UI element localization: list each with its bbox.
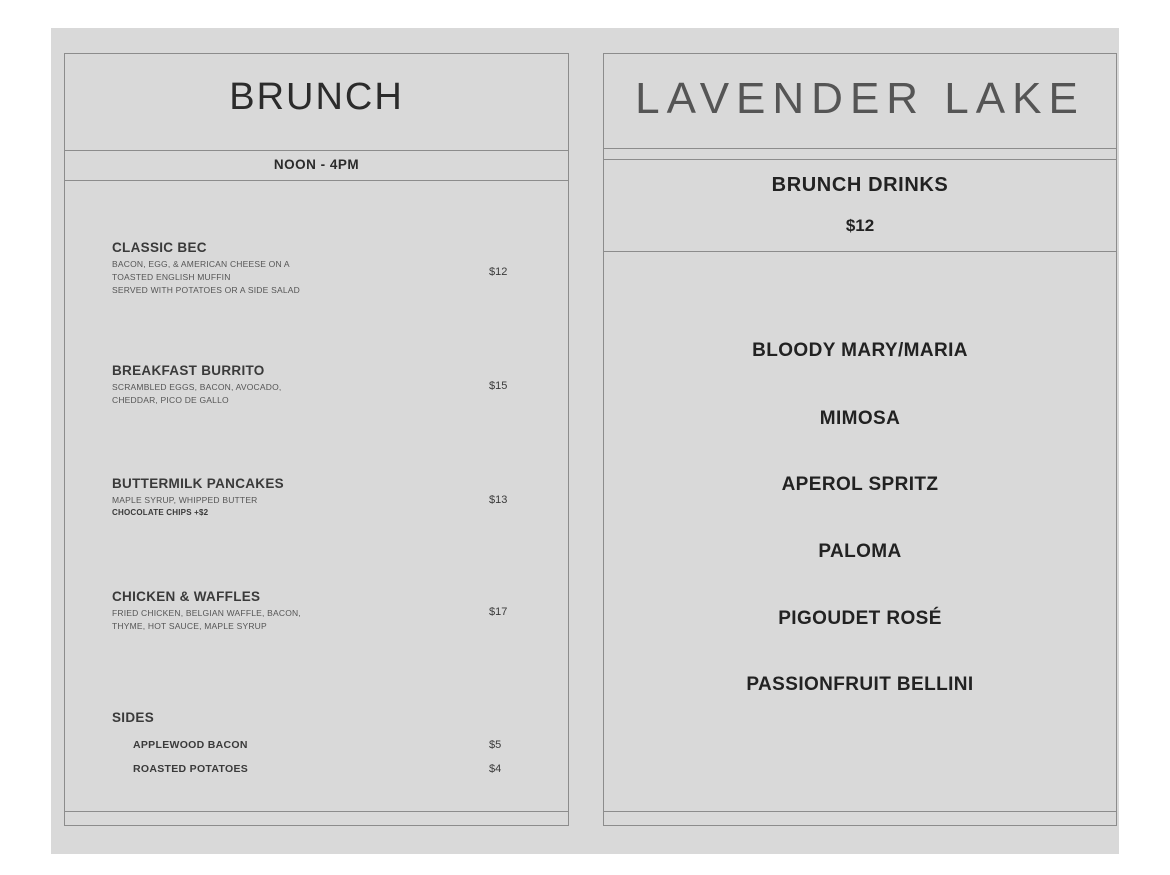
side-item-name: APPLEWOOD BACON xyxy=(133,739,248,751)
divider xyxy=(65,150,568,151)
brunch-menu-panel xyxy=(64,53,569,826)
item-price: $13 xyxy=(489,494,508,506)
item-price: $12 xyxy=(489,266,508,278)
drink-item: BLOODY MARY/MARIA xyxy=(752,340,968,361)
item-name: CLASSIC BEC xyxy=(112,240,207,255)
divider xyxy=(604,811,1116,812)
brunch-hours: NOON - 4PM xyxy=(273,157,360,172)
drinks-menu-panel xyxy=(603,53,1117,826)
drinks-section-title: BRUNCH DRINKS xyxy=(771,174,949,196)
item-description: MAPLE SYRUP, WHIPPED BUTTER xyxy=(112,495,258,505)
menu-sheet xyxy=(51,28,1119,854)
menu-item-breakfast-burrito xyxy=(112,363,532,407)
menu-item-chicken-waffles xyxy=(112,589,532,633)
drink-item: PIGOUDET ROSÉ xyxy=(778,608,942,629)
side-item-price: $5 xyxy=(489,739,502,751)
item-name: BREAKFAST BURRITO xyxy=(112,363,265,378)
divider xyxy=(604,159,1116,160)
item-price: $17 xyxy=(489,606,508,618)
divider xyxy=(604,251,1116,252)
drink-item: PALOMA xyxy=(818,541,902,562)
side-item-price: $4 xyxy=(489,763,502,775)
side-item-name: ROASTED POTATOES xyxy=(133,763,249,775)
item-addon: CHOCOLATE CHIPS +$2 xyxy=(112,508,209,517)
item-name: CHICKEN & WAFFLES xyxy=(112,589,261,604)
item-description: SCRAMBLED EGGS, BACON, AVOCADO, CHEDDAR, PICO DE GALLO xyxy=(112,382,282,405)
menu-item-classic-bec xyxy=(112,240,532,297)
divider xyxy=(65,811,568,812)
drink-item: MIMOSA xyxy=(819,408,901,429)
drink-item: APEROL SPRITZ xyxy=(781,474,939,495)
drinks-section-price: $12 xyxy=(845,216,875,235)
sides-heading: SIDES xyxy=(112,710,155,725)
item-name: BUTTERMILK PANCAKES xyxy=(112,476,284,491)
item-description: BACON, EGG, & AMERICAN CHEESE ON A TOASTED ENGLISH MUFFIN SERVED WITH POTATOES OR A SIDE SALAD xyxy=(112,259,300,295)
drink-item: PASSIONFRUIT BELLINI xyxy=(746,674,974,695)
brunch-title: BRUNCH xyxy=(229,76,404,118)
brand-logo-text: LAVENDER LAKE xyxy=(635,74,1085,123)
item-description: FRIED CHICKEN, BELGIAN WAFFLE, BACON, THYME, HOT SAUCE, MAPLE SYRUP xyxy=(112,608,301,631)
item-price: $15 xyxy=(489,380,508,392)
menu-item-buttermilk-pancakes xyxy=(112,476,532,519)
divider xyxy=(604,148,1116,149)
divider xyxy=(65,180,568,181)
